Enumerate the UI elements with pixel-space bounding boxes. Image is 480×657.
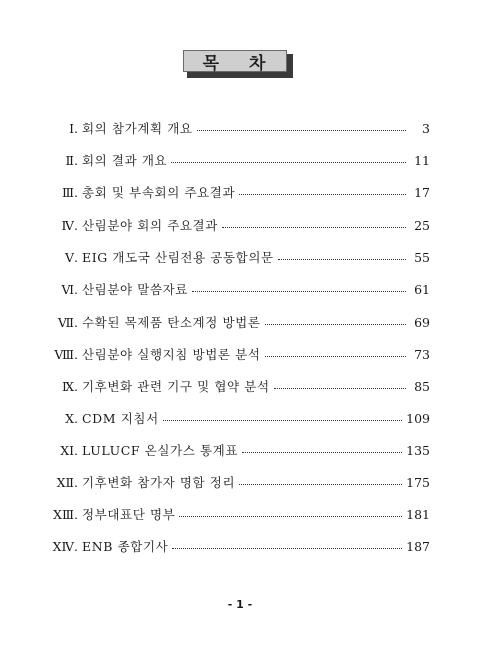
dot-leader — [171, 161, 406, 163]
dot-leader — [192, 290, 406, 292]
dot-leader — [222, 226, 406, 228]
entry-number: Ⅱ. — [65, 152, 78, 168]
entry-label: 산림분야 회의 주요결과 — [82, 218, 218, 233]
toc-entry[interactable] — [50, 118, 430, 138]
entry-label: 회의 참가계획 개요 — [82, 121, 193, 136]
entry-page: 181 — [406, 506, 430, 522]
dot-leader — [239, 193, 406, 195]
dot-leader — [172, 547, 402, 549]
entry-number: XⅢ. — [53, 506, 78, 522]
dot-leader — [242, 451, 402, 453]
entry-number: XⅡ. — [56, 474, 78, 490]
toc-entry[interactable] — [50, 247, 430, 267]
toc-entry[interactable] — [50, 279, 430, 299]
entry-number: XⅣ. — [52, 538, 78, 554]
dot-leader — [265, 323, 407, 325]
entry-page: 55 — [414, 249, 430, 265]
entry-page: 61 — [414, 281, 430, 297]
entry-page: 11 — [414, 152, 430, 168]
toc-entry[interactable] — [50, 344, 430, 364]
entry-label: 총회 및 부속회의 주요결과 — [82, 185, 236, 200]
entry-label: LULUCF 온실가스 통계표 — [82, 443, 239, 458]
entry-page: 3 — [422, 120, 430, 136]
dot-leader — [265, 355, 407, 357]
entry-page: 73 — [414, 346, 430, 362]
toc-entry[interactable] — [50, 150, 430, 170]
entry-number: XI. — [60, 442, 78, 458]
toc-entry[interactable] — [50, 182, 430, 202]
entry-number: Ⅴ. — [64, 249, 78, 265]
toc-title-box — [183, 50, 293, 78]
toc-entry[interactable] — [50, 408, 430, 428]
toc-entry[interactable] — [50, 536, 430, 556]
entry-label: 산림분야 말씀자료 — [82, 282, 188, 297]
toc-entry[interactable] — [50, 440, 430, 460]
page-title: 목 차 — [183, 50, 287, 72]
entry-page: 187 — [406, 538, 430, 554]
entry-label: 기후변화 참가자 명함 정리 — [82, 475, 236, 490]
toc-entry[interactable] — [50, 215, 430, 235]
entry-page: 109 — [406, 410, 430, 426]
entry-label: 회의 결과 개요 — [82, 153, 168, 168]
entry-page: 175 — [406, 474, 430, 490]
entry-label: 수확된 목제품 탄소계정 방법론 — [82, 315, 261, 330]
toc-entry[interactable] — [50, 312, 430, 332]
entry-number: Ⅶ. — [57, 314, 78, 330]
toc-entry[interactable] — [50, 472, 430, 492]
dot-leader — [278, 258, 406, 260]
entry-label: EIG 개도국 산림전용 공동합의문 — [82, 250, 274, 265]
entry-number: Ⅹ. — [65, 410, 78, 426]
page-number-footer: - 1 - — [227, 598, 253, 611]
entry-number: Ⅷ. — [54, 346, 78, 362]
entry-page: 25 — [414, 217, 430, 233]
entry-label: ENB 종합기사 — [82, 539, 169, 554]
entry-number: Ⅵ. — [61, 281, 78, 297]
entry-page: 17 — [414, 184, 430, 200]
entry-label: 산림분야 실행지침 방법론 분석 — [82, 347, 261, 362]
dot-leader — [197, 129, 406, 131]
entry-page: 69 — [414, 314, 430, 330]
toc-entry[interactable] — [50, 376, 430, 396]
toc-entry[interactable] — [50, 504, 430, 524]
dot-leader — [239, 483, 402, 485]
entry-label: CDM 지침서 — [82, 411, 159, 426]
dot-leader — [163, 419, 402, 421]
entry-label: 정부대표단 명부 — [82, 507, 176, 522]
entry-number: Ⅸ. — [61, 378, 78, 394]
entry-page: 135 — [406, 442, 430, 458]
entry-number: Ⅲ. — [61, 184, 78, 200]
entry-number: Ⅰ. — [69, 120, 78, 136]
dot-leader — [179, 515, 402, 517]
entry-page: 85 — [414, 378, 430, 394]
entry-number: Ⅳ. — [61, 217, 78, 233]
entry-label: 기후변화 관련 기구 및 협약 분석 — [82, 379, 270, 394]
dot-leader — [274, 387, 406, 389]
